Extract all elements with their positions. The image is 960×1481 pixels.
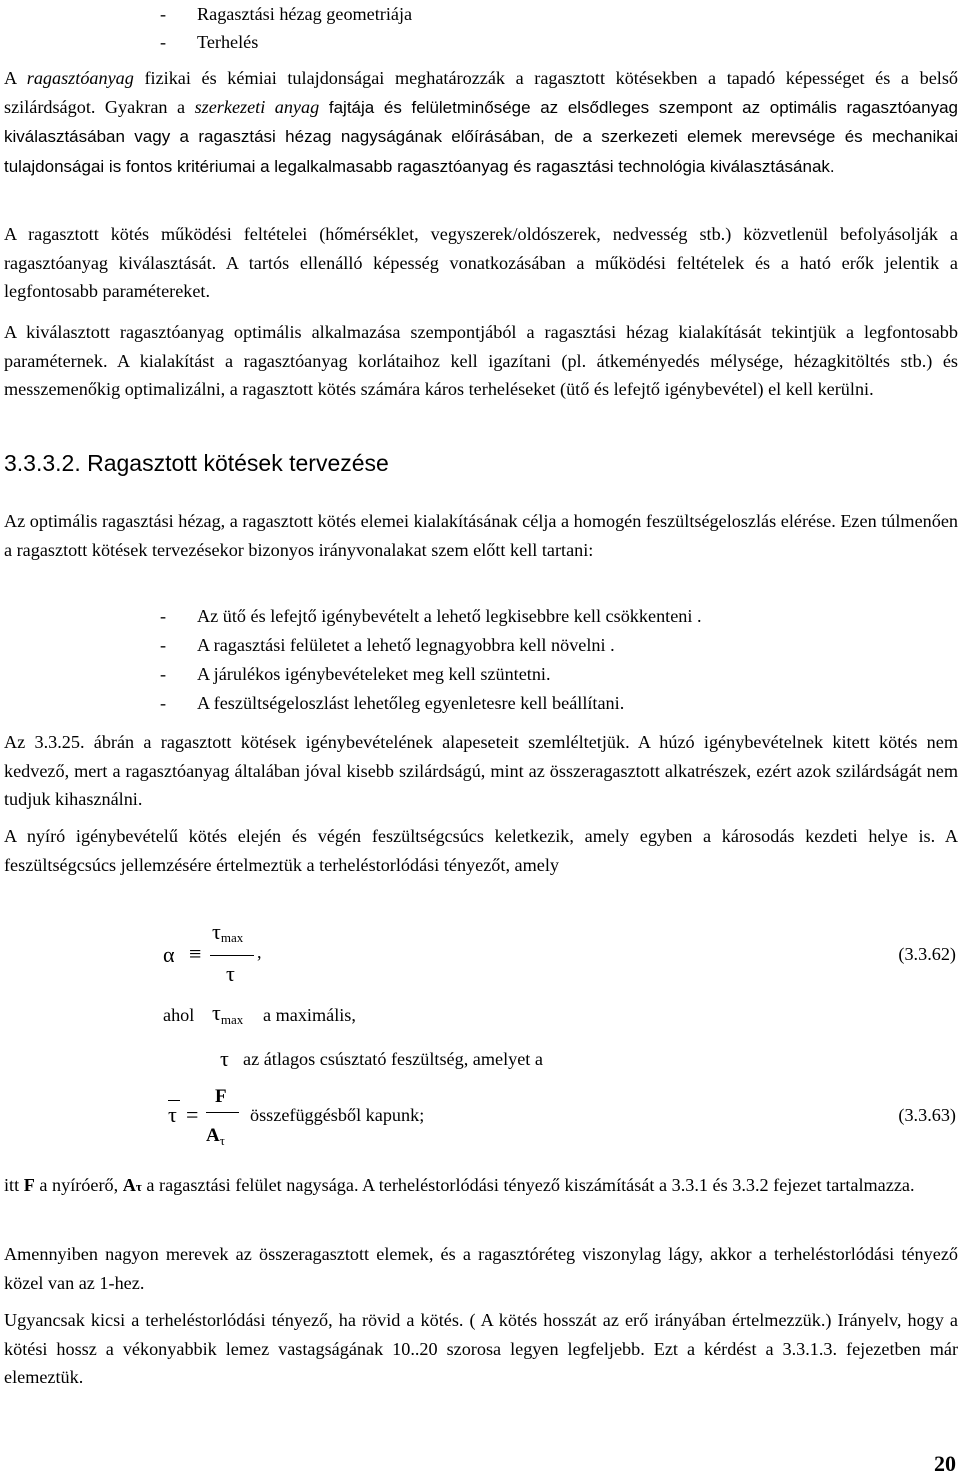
list-dash: -: [160, 693, 167, 713]
paragraph-operating-conditions: A ragasztott kötés működési feltételei (hőmérséklet, vegyszerek/oldószerek, nedvesség stb.) közvetlenül befolyásolják a ragasztóanyag kiválasztását. A tartós ellenálló képesség vonatkozásában a működési feltételek és a ható erők jelentik a legfontosabb paramétereket.: [4, 224, 958, 302]
section-heading: 3.3.3.2. Ragasztott kötések tervezése: [4, 450, 389, 476]
overline: [168, 1100, 180, 1101]
list-dash: -: [160, 664, 167, 684]
list-dash: -: [160, 635, 167, 655]
paragraph-notation: itt F a nyíróerő, Aτ a ragasztási felület nagysága. A terheléstorlódási tényező kiszámítását a 3.3.1 és 3.3.2 fejezet tartalmazza.: [4, 1175, 915, 1195]
fraction-bar: [210, 955, 254, 956]
document-page: - Ragasztási hézag geometriája - Terhelés A ragasztóanyag fizikai és kémiai tulajdonságai meghatározzák a ragasztott kötésekben a tapadó képességet és a belső szilárdságot. Gyakran a szerkezeti anyag fajtája és felületminősége az elsődleges szempont az optimális ragasztóanyag kiválasztásában vagy a ragasztási hézag nagyságának előírásában, de a szerkezeti elemek merevsége és mechanikai tulajdonságai is fontos kritériumai a legalkalmasabb ragasztóanyag és ragasztási technológia kiválasztásának. A ragasztott kötés működési feltételei (hőmérséklet, vegyszerek/oldószerek, nedvesség stb.) közvetlenül befolyásolják a ragasztóanyag kiválasztását. A tartós ellenálló képesség vonatkozásában a működési feltételek és a ható erők jelentik a legfontosabb paramétereket. A kiválasztott ragasztóanyag optimális alkalmazása szempontjából a ragasztási hézag kialakítását tekintjük a legfontosabb paraméternek. A kialakítást a ragasztóanyag korlátaihoz kell igazítani (pl. átkeményedés mélysége, hézagkitöltés stb.) és messzemenőkig optimalizálni, a ragasztott kötés számára káros terheléseket (ütő és lefejtő igénybevétel) el kell kerülni. 3.3.3.2. Ragasztott kötések tervezése Az optimális ragasztási hézag, a ragasztott kötés elemei kialakításának célja a homogén feszültségeloszlás elérése. Ezen túlmenően a ragasztott kötések tervezésekor bizonyos irányvonalakat szem előtt kell tartani: - Az ütő és lefejtő igénybevételt a lehető legkisebbre kell csökkenteni . - A ragasztási felületet a lehető legnagyobbra kell növelni . - A járulékos igénybevételeket meg kell szüntetni. - A feszültségeloszlást lehetőleg egyenletesre kell beállítani. Az 3.3.25. ábrán a ragasztott kötések igénybevételének alapeseteit szemléltetjük. A húzó igénybevételnek kitett kötés nem kedvező, mert a ragasztóanyag általában jóval kisebb szilárdságú, mint az összeragasztott alkatrészek, ezért azok szilárdságát nem tudjuk kihasználni. A nyíró igénybevételű kötés elején és végén feszültségcsúcs keletkezik, amely egyben a károsodás kezdeti helye is. A feszültségcsúcs jellemzésére értelmeztük a terheléstorlódási tényezőt, amely α ≡ $\tau_{max}$ τ , (3.3.62) ahol $\tau_{max}$ a maximális, τ az átlagos csúsztató feszültség, amelyet a τ = F $A_\tau$ összefüggésből kapunk; (3.3.63) itt F a nyíróerő, Aτ a ragasztási felület nagysága. A terheléstorlódási tényező kiszámítását a 3.3.1 és 3.3.2 fejezet tartalmazza. Amennyiben nagyon merevek az összeragasztott elemek, és a ragasztóréteg viszonylag lágy, akkor a terheléstorlódási tényező közel van az 1-hez. Ugyancsak kicsi a terheléstorlódási tényező, ha rövid a kötés. ( A kötés hosszát az erő irányában értelmezzük.) Irányelv, hogy a kötési hossz a vékonyabbik lemez vastagságának 10..20 szorosa legyen legfeljebb. Ezt a kérdést a 3.3.1.3. fejezetben már elemeztük. 20: [0, 0, 960, 1481]
list-dash: -: [160, 606, 167, 626]
paragraph-gap-design: A kiválasztott ragasztóanyag optimális alkalmazása szempontjából a ragasztási hézag kialakítását tekintjük a legfontosabb paraméternek. A kialakítást a ragasztóanyag korlátaihoz kell igazítani (pl. átkeményedés mélysége, hézagkitöltés stb.) és messzemenőkig optimalizálni, a ragasztott kötés számára káros terheléseket (ütő és lefejtő igénybevétel) el kell kerülni.: [4, 322, 958, 400]
page-number: 20: [934, 1451, 956, 1477]
fraction-bar: [206, 1112, 239, 1113]
list-dash: -: [160, 32, 167, 52]
paragraph-material-properties: A ragasztóanyag fizikai és kémiai tulajdonságai meghatározzák a ragasztott kötésekben a tapadó képességet és a belső szilárdságot. Gyakran a szerkezeti anyag fajtája és felületminősége az elsődleges szempont az optimális ragasztóanyag kiválasztásában vagy a ragasztási hézag nagyságának előírásában, de a szerkezeti elemek merevsége és mechanikai tulajdonságai is fontos kritériumai a legalkalmasabb ragasztóanyag és ragasztási technológia kiválasztásának.: [4, 68, 958, 176]
paragraph-design-goals: Az optimális ragasztási hézag, a ragasztott kötés elemei kialakításának célja a homogén feszültségeloszlás elérése. Ezen túlmenően a ragasztott kötések tervezésekor bizonyos irányvonalakat szem előtt kell tartani:: [4, 511, 958, 560]
equation-number: (3.3.63): [898, 1105, 956, 1125]
paragraph-stiff-elements: Amennyiben nagyon merevek az összeragasztott elemek, és a ragasztóréteg viszonylag lágy, akkor a terheléstorlódási tényező közel van az 1-hez.: [4, 1244, 958, 1293]
equation-number: (3.3.62): [898, 944, 956, 964]
paragraph-stress-peak: A nyíró igénybevételű kötés elején és végén feszültségcsúcs keletkezik, amely egyben a károsodás kezdeti helye is. A feszültségcsúcs jellemzésére értelmeztük a terheléstorlódási tényezőt, amely: [4, 826, 958, 875]
paragraph-load-cases: Az 3.3.25. ábrán a ragasztott kötések igénybevételének alapeseteit szemléltetjük. A húzó igénybevételnek kitett kötés nem kedvező, mert a ragasztóanyag általában jóval kisebb szilárdságú, mint az összeragasztott alkatrészek, ezért azok szilárdságát nem tudjuk kihasználni.: [4, 732, 958, 810]
paragraph-short-joint: Ugyancsak kicsi a terheléstorlódási tényező, ha rövid a kötés. ( A kötés hosszát az erő irányában értelmezzük.) Irányelv, hogy a kötési hossz a vékonyabbik lemez vastagságának 10..20 szorosa legyen legfeljebb. Ezt a kérdést a 3.3.1.3. fejezetben már elemeztük.: [4, 1310, 958, 1388]
list-dash: -: [160, 4, 167, 24]
